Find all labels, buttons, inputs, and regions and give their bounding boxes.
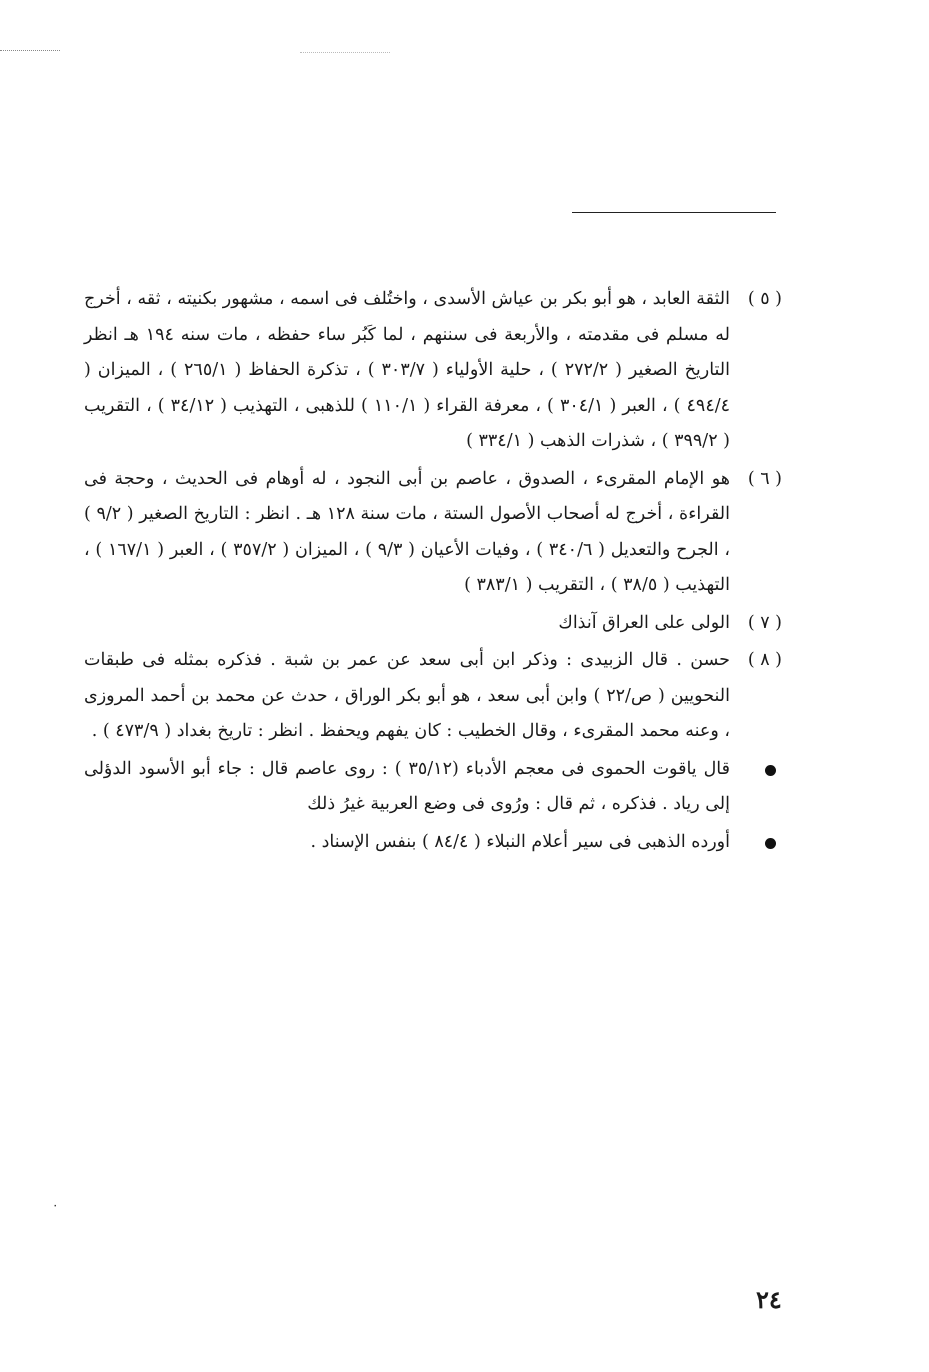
scan-speck [0, 50, 60, 53]
footnote-separator-rule [572, 212, 776, 213]
footnote-5 [84, 282, 782, 460]
footnote-8 [84, 643, 782, 750]
bullet-note-1 [84, 752, 782, 823]
footnotes-block [84, 282, 782, 860]
footnote-number: ( ٦ ) [747, 468, 782, 489]
bullet-dot-icon [765, 838, 776, 849]
bullet-dot-icon [765, 765, 776, 776]
footnote-text: الثقة العابد ، هو أبو بكر بن عياش الأسدى ، واختُلف فى اسمه ، مشهور بكنيته ، ثقه ، أخرج له مسلم فى مقدمته ، والأربعة فى سننهم ، لما كَبُر ساء حفظه ، مات سنه ١٩٤ هـ انظر التاريخ الصغير ( ٢٧٢/٢ ) ، حلية الأولياء ( ٣٠٣/٧ ) ، تذكرة الحفاظ ( ٢٦٥/١ ) ، الميزان ( ٤٩٤/٤ ) ، العبر ( ٣٠٤/١ ) ، معرفة القراء ( ١١٠/١ ) للذهبى ، التهذيب ( ٣٤/١٢ ) ، التقريب ( ٣٩٩/٢ ) ، شذرات الذهب ( ٣٣٤/١ ) [84, 289, 731, 451]
bullet-text: قال ياقوت الحموى فى معجم الأدباء (٣٥/١٢ ) : روى عاصم قال : جاء أبو الأسود الدؤلى إلى رياد . فذكره ، ثم قال : ورُوى فى وضع العربية غيرُ ذلك [84, 758, 731, 814]
bullet-text: أورده الذهبى فى سير أعلام النبلاء ( ٨٤/٤ ) بنفس الإسناد . [310, 831, 730, 852]
footnote-text: هو الإمام المقرىء ، الصدوق ، عاصم بن أبى النجود ، له أوهام فى الحديث ، وحجة فى القراءة ، أخرج له أصحاب الأصول الستة ، مات سنة ١٢٨ هـ . انظر : التاريخ الصغير ( ٩/٢ ) ، الجرح والتعديل ( ٣٤٠/٦ ) ، وفيات الأعيان ( ٩/٣ ) ، الميزان ( ٣٥٧/٢ ) ، العبر ( ١٦٧/١ ) ، التهذيب ( ٣٨/٥ ) ، التقريب ( ٣٨٣/١ ) [84, 468, 730, 595]
footnote-text: حسن . قال الزبيدى : وذكر ابن أبى سعد عن عمر بن شبة . فذكره بمثله فى طبقات النحويين ( ص/٢٢ ) وابن أبى سعد ، هو أبو بكر الوراق ، حدث عن محمد بن أحمد المروزى ، وعنه محمد المقرىء ، وقال الخطيب : كان يفهم ويحفظ . انظر : تاريخ بغداد ( ٤٧٣/٩ ) . [84, 650, 730, 741]
footnote-number: ( ٨ ) [747, 650, 782, 670]
margin-mark: ٠ [52, 1198, 59, 1212]
page-number: ٢٤ [756, 1285, 782, 1314]
footnote-6 [84, 462, 782, 604]
bullet-note-2 [84, 825, 782, 861]
footnote-text: الولى على العراق آنذاك [558, 612, 730, 633]
footnote-number: ( ٧ ) [747, 612, 782, 633]
footnote-number: ( ٥ ) [747, 289, 782, 309]
footnote-7 [84, 606, 782, 642]
scan-speck [300, 52, 390, 55]
